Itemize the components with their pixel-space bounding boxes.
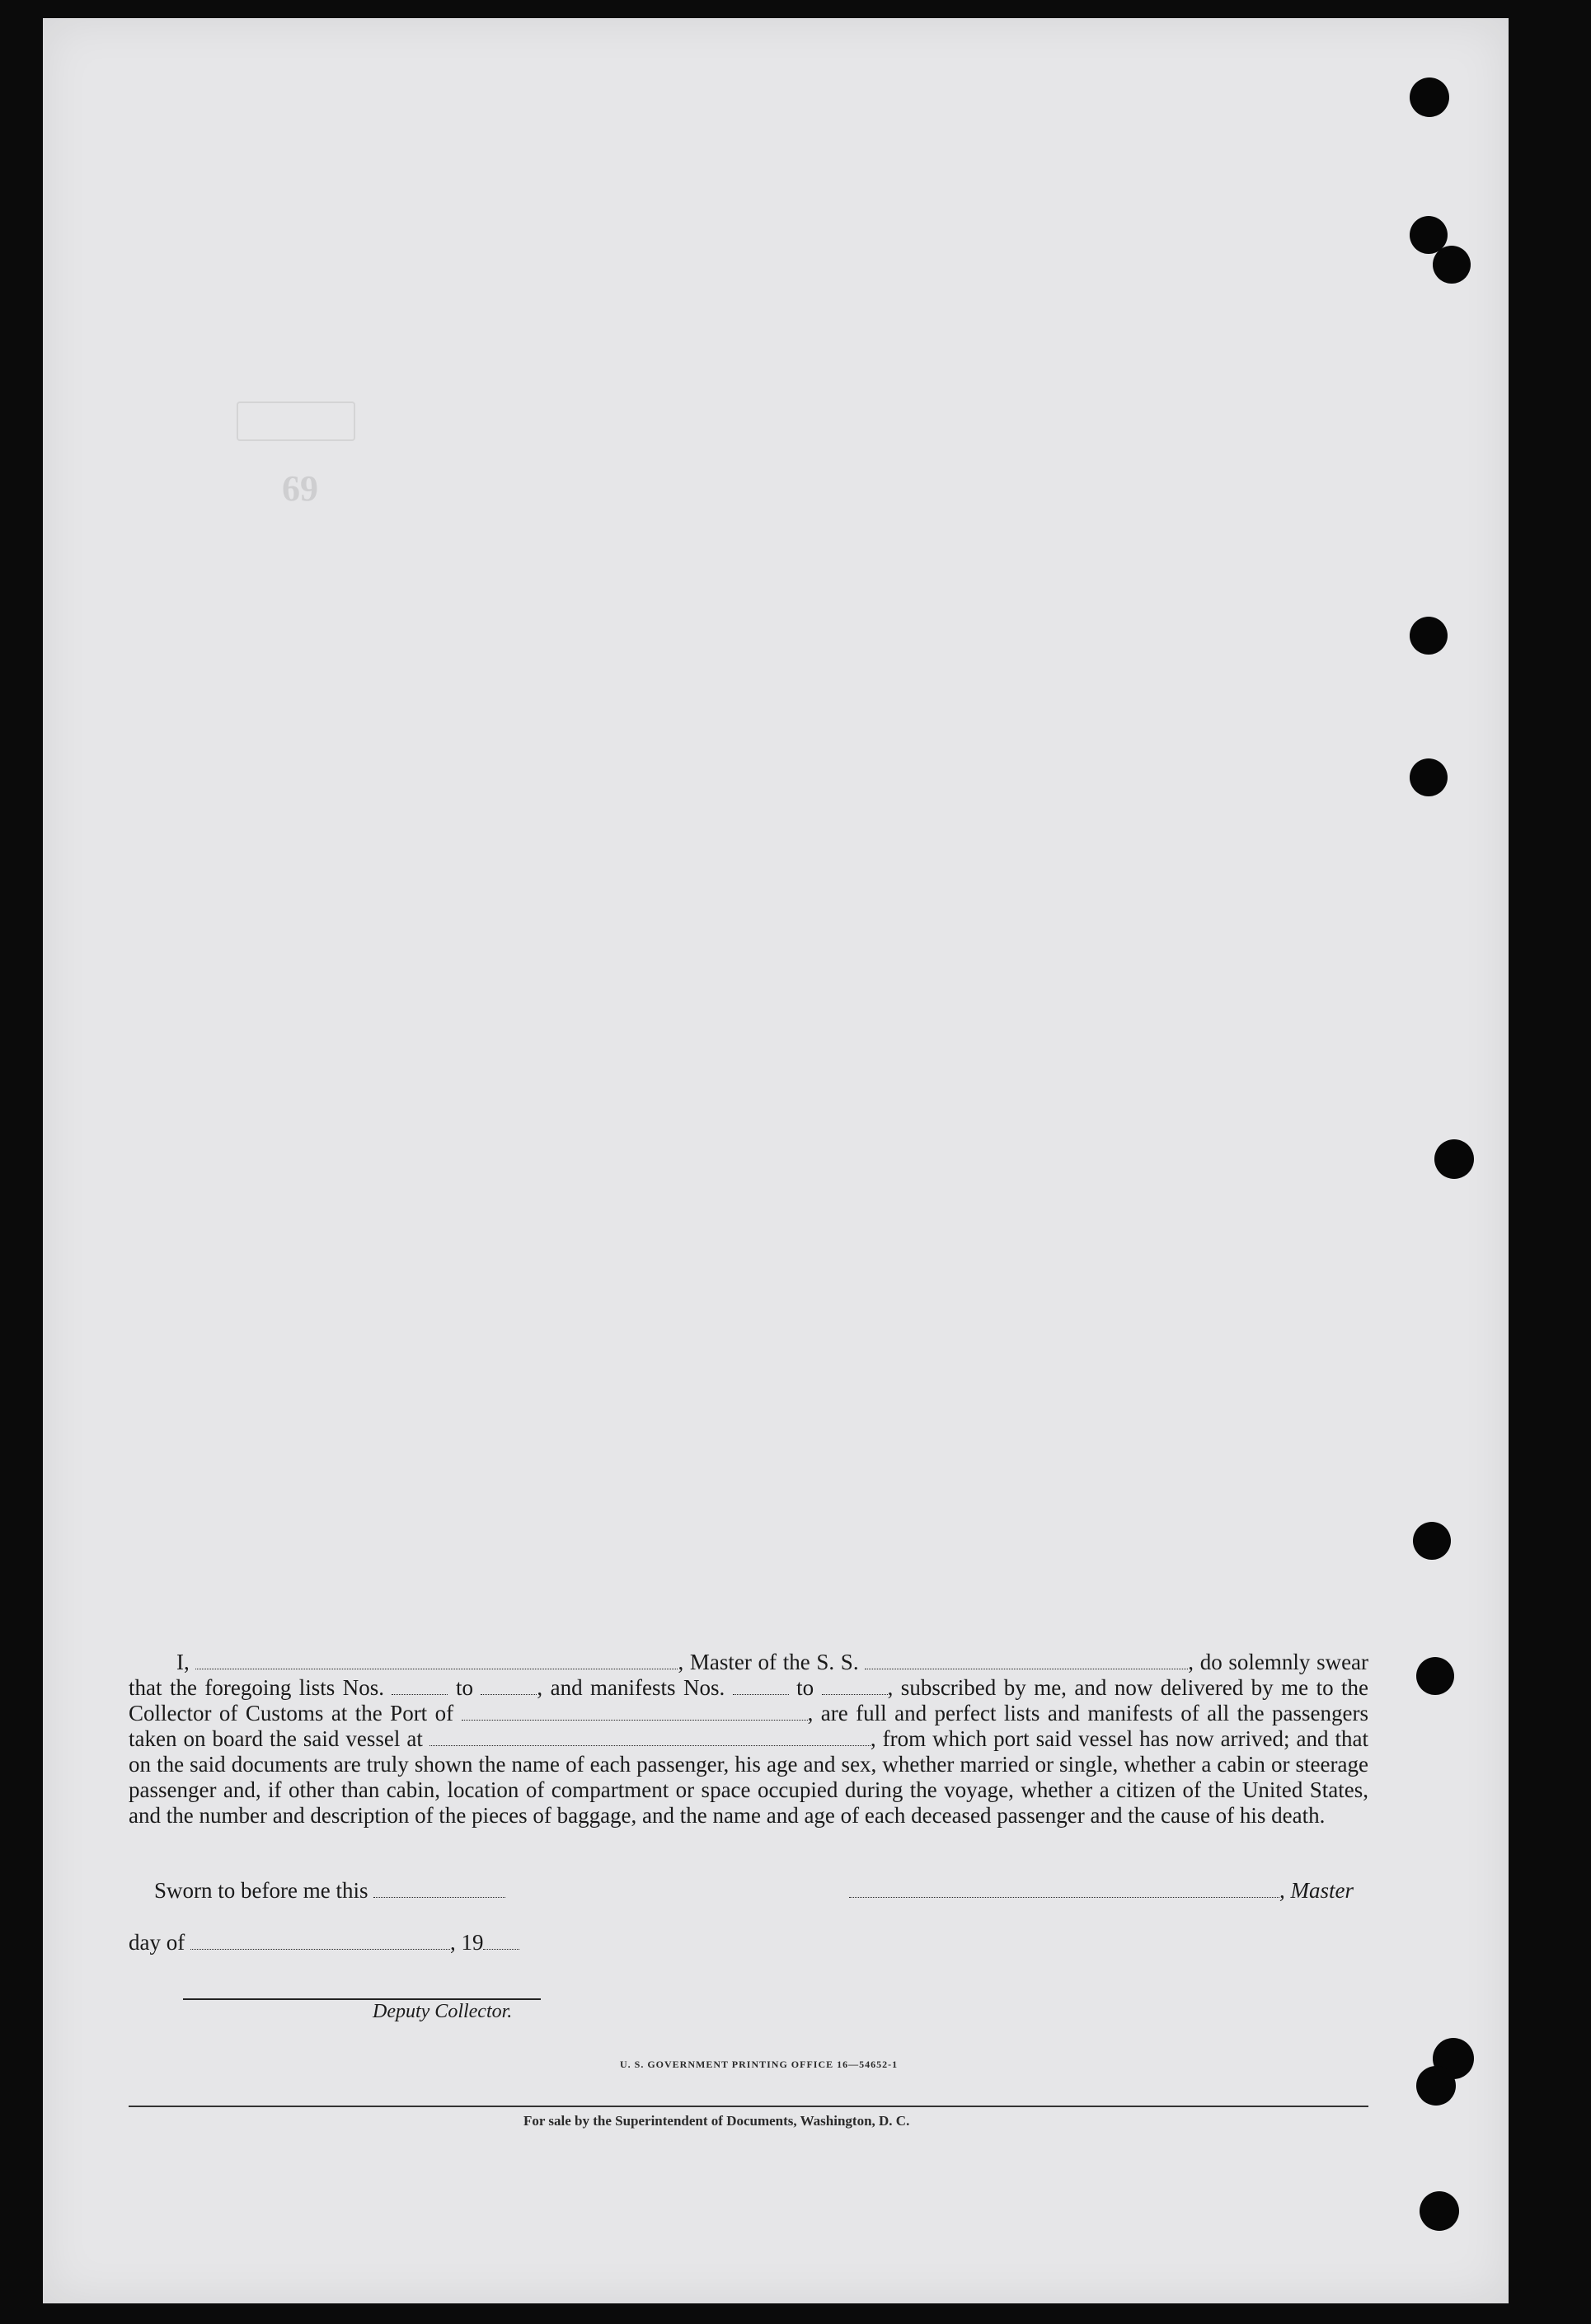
month-blank[interactable]: [190, 1932, 450, 1950]
oath-text: swear that the foregoing lists Nos.: [129, 1650, 1369, 1700]
master-signature-row: [849, 1878, 1354, 1904]
ship-name-blank[interactable]: [865, 1652, 1188, 1669]
punch-hole: [1434, 1139, 1474, 1179]
year-blank[interactable]: [483, 1932, 519, 1950]
oath-text: , from which: [870, 1726, 988, 1751]
punch-hole: [1420, 2191, 1459, 2231]
manifest-from-blank[interactable]: [733, 1678, 789, 1695]
oath-text: to: [796, 1675, 814, 1700]
punch-hole: [1413, 1522, 1451, 1560]
oath-text: , Master of the S. S.: [678, 1650, 859, 1674]
punch-hole: [1416, 2066, 1456, 2106]
deputy-collector-label: Deputy Collector.: [373, 2001, 513, 2022]
year-prefix: , 19: [449, 1930, 484, 1955]
day-of-label: day of: [129, 1930, 185, 1955]
sale-note: For sale by the Superintendent of Documents, Washington, D. C.: [523, 2113, 910, 2129]
departure-port-blank[interactable]: [429, 1729, 871, 1746]
sworn-date-blank[interactable]: [373, 1880, 505, 1898]
master-signature-blank[interactable]: [849, 1880, 1279, 1898]
punch-hole: [1410, 77, 1449, 117]
sworn-label: Sworn to before me this: [154, 1878, 368, 1903]
manifest-to-blank[interactable]: [822, 1678, 888, 1695]
list-to-blank[interactable]: [481, 1678, 537, 1695]
oath-text: to: [455, 1675, 473, 1700]
document-page: [43, 18, 1509, 2303]
punch-hole: [1433, 246, 1471, 284]
oath-text: , subscribed by me, and now: [887, 1675, 1153, 1700]
sworn-row: [154, 1878, 505, 1904]
punch-hole: [1410, 758, 1448, 796]
printing-office-note: U. S. GOVERNMENT PRINTING OFFICE 16—54652-1: [620, 2059, 899, 2070]
punch-hole: [1410, 617, 1448, 655]
oath-text: , are full and perfect lists and: [807, 1701, 1080, 1725]
master-label: , Master: [1279, 1878, 1354, 1903]
punch-hole: [1416, 1657, 1454, 1695]
list-from-blank[interactable]: [392, 1678, 448, 1695]
oath-text: , do solemnly: [1188, 1650, 1311, 1674]
oath-text: , and manifests Nos.: [537, 1675, 725, 1700]
day-row: [129, 1930, 519, 1955]
faint-bleedthrough-number: 69: [282, 468, 318, 509]
oath-text: I,: [176, 1650, 190, 1674]
deputy-signature-line[interactable]: [183, 1998, 541, 2000]
oath-text: port said vessel has now arrived; and that on the said documents are truly shown the name of each passenger, his age and sex, whether married or single, whether a cabin or steerage passenger and, if other than cabin, location of compartment or space occupied during the voyage, whether a citizen of the United States, and the number and description of the pieces of baggage, and the name and age of each deceased passenger and the cause of his death.: [129, 1726, 1368, 1828]
footer-divider: [129, 2106, 1368, 2107]
faint-stamp-mark: [237, 401, 355, 441]
master-name-blank[interactable]: [195, 1652, 678, 1669]
oath-text: delivered by me to the Collector of Customs at the Port of: [129, 1675, 1369, 1725]
oath-text: manifests of all the passengers taken on board the said vessel at: [129, 1701, 1369, 1751]
master-oath-paragraph: [129, 1650, 1368, 1829]
port-of-blank[interactable]: [462, 1703, 808, 1721]
